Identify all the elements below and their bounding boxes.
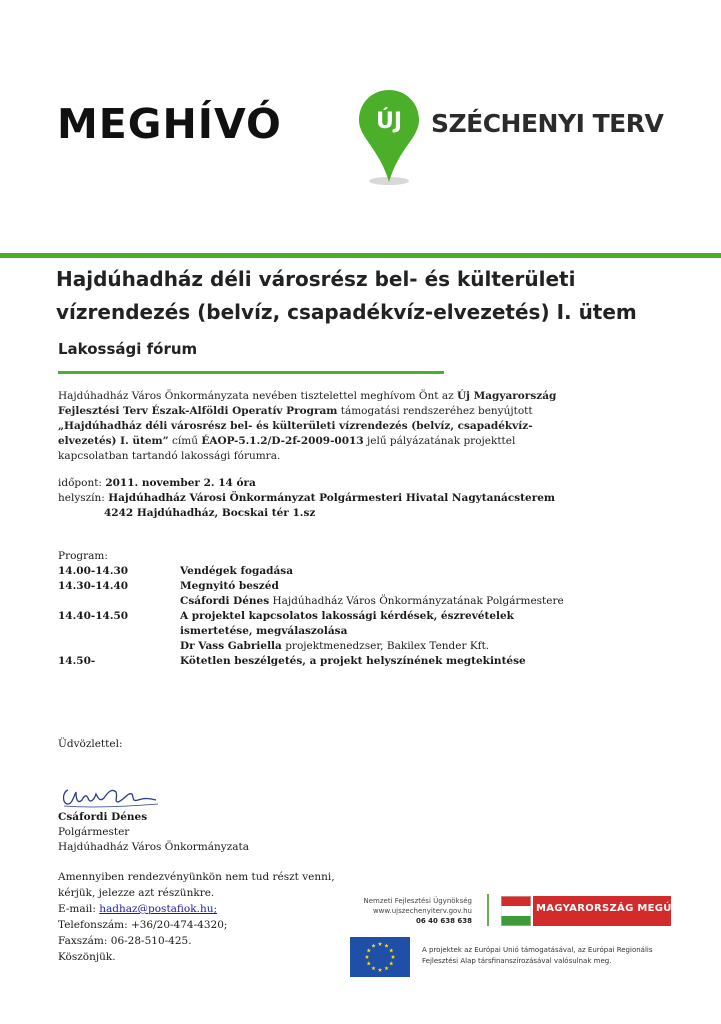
program-title: Kötetlen beszélgetés, a projekt helyszínének megtekintése [180, 655, 526, 667]
program-time: 14.30-14.40 [58, 580, 129, 592]
logo-mark-text: ÚJ [375, 109, 403, 134]
signer-position: Polgármester [58, 826, 130, 838]
event-address [104, 506, 315, 521]
program-row [58, 609, 638, 654]
invitation-heading: MEGHÍVÓ [57, 100, 282, 148]
event-title-line2: vízrendezés (belvíz, csapadékvíz-elvezetés) I. ütem [56, 300, 637, 324]
intro-project-code: ÉAOP-5.1.2/D-2f-2009-0013 [201, 435, 364, 447]
program-speaker-role: projektmenedzser, Bakilex Tender Kft. [281, 640, 490, 652]
agency-phone: 06 40 638 638 [415, 917, 472, 925]
intro-text-2: támogatási rendszeréhez benyújtott [337, 405, 533, 417]
program-row [58, 579, 638, 609]
event-subtitle: Lakossági fórum [58, 340, 198, 358]
place-value: Hajdúhadház Városi Önkormányzat Polgármesteri Hivatal Nagytanácsterem [108, 492, 556, 504]
signer-block [58, 810, 249, 855]
event-title [56, 263, 676, 329]
address-value: 4242 Hajdúhadház, Bocskai tér 1.sz [104, 507, 316, 519]
agency-name: Nemzeti Fejlesztési Ügynökség [363, 897, 472, 905]
time-label: időpont: [58, 477, 102, 489]
rsvp-line1: Amennyiben rendezvényünkön nem tud részt venni, [58, 871, 335, 883]
rsvp-thanks: Köszönjük. [58, 951, 116, 963]
program-title: Megnyitó beszéd [180, 580, 279, 592]
signer-org: Hajdúhadház Város Önkormányzata [58, 841, 249, 853]
rsvp-fax: Faxszám: 06-28-510-425. [58, 935, 192, 947]
intro-text-4: jelű pályázatának projekttel kapcsolatban tartandó lakossági fórumra. [58, 435, 516, 462]
footer-divider [487, 894, 489, 926]
intro-program-name: Új Magyarország Fejlesztési Terv Észak-Alföldi Operatív Program [58, 390, 557, 417]
program-row [58, 654, 638, 669]
greeting: Üdvözlettel: [58, 738, 123, 750]
rsvp-email-row [58, 901, 338, 917]
program-title: Vendégek fogadása [180, 565, 293, 577]
program-speaker: Csáfordi Dénes [180, 595, 270, 607]
program-row [58, 564, 638, 579]
badge-label: MAGYARORSZÁG MEGÚJUL [536, 903, 691, 914]
szechenyi-pin-logo [357, 88, 421, 188]
email-label: E-mail: [58, 903, 100, 915]
subtitle-divider [58, 371, 444, 374]
program-time: 14.00-14.30 [58, 565, 129, 577]
header-divider [0, 253, 721, 258]
place-label: helyszín: [58, 492, 105, 504]
program-time: 14.40-14.50 [58, 610, 129, 622]
event-time [58, 476, 256, 491]
rsvp-line2: kérjük, jelezze azt részünkre. [58, 887, 215, 899]
email-link[interactable]: hadhaz@postafiok.hu; [99, 903, 218, 915]
program-speaker: Dr Vass Gabriella [180, 640, 282, 652]
agency-website: www.ujszechenyiterv.gov.hu [372, 907, 472, 915]
intro-text-3: című [168, 435, 202, 447]
time-value: 2011. november 2. 14 óra [105, 477, 256, 489]
program-title: A projektel kapcsolatos lakossági kérdések, észrevételek ismertetése, megválaszolása [180, 610, 514, 637]
intro-project-title: „Hajdúhadház déli városrész bel- és külterületi vízrendezés (belvíz, csapadékvíz-elvezetés) I. ütem” [58, 420, 533, 447]
intro-text-1: Hajdúhadház Város Önkormányzata nevében tisztelettel meghívom Önt az [58, 390, 457, 402]
program-label: Program: [58, 550, 108, 562]
rsvp-note [58, 869, 338, 965]
eu-funding-text: A projektek az Európai Unió támogatásával, az Európai Regionális Fejlesztési Alap társfinanszírozásával valósulnak meg. [422, 946, 653, 965]
rsvp-phone: Telefonszám: +36/20-474-4320; [58, 919, 228, 931]
program-speaker-role: Hajdúhadház Város Önkormányzatának Polgármestere [269, 595, 564, 607]
agency-block [330, 896, 472, 926]
eu-flag-icon [350, 937, 410, 977]
program-list [58, 549, 638, 669]
intro-paragraph [58, 389, 588, 464]
event-place [58, 491, 555, 506]
signature-image [60, 778, 160, 812]
signer-name: Csáfordi Dénes [58, 811, 148, 823]
program-time: 14.50- [58, 655, 96, 667]
szechenyi-terv-wordmark: SZÉCHENYI TERV [431, 109, 664, 138]
event-title-line1: Hajdúhadház déli városrész bel- és külterületi [56, 267, 576, 291]
